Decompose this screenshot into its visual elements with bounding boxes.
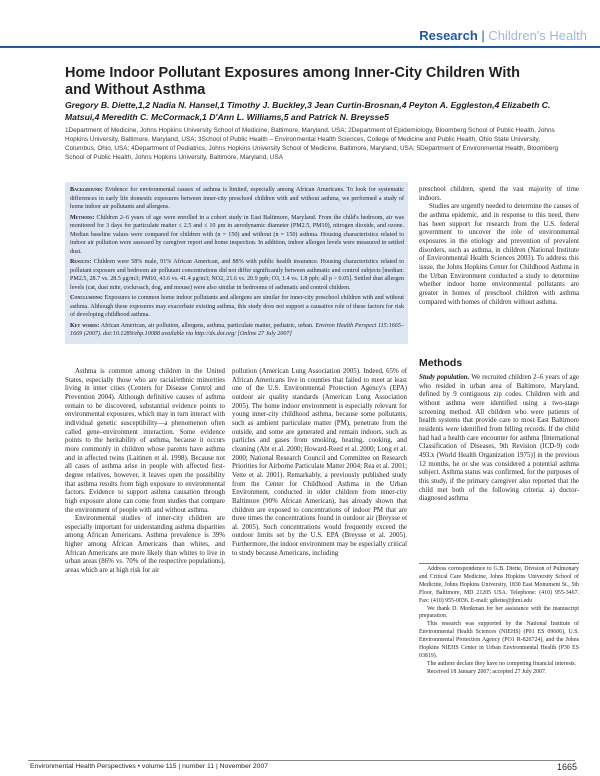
citation: Environ Health Perspect 115:1665–1669 (2007). doi:10.1289/ehp.10088 available via http://dx.doi.org/ [Online 27 July 2007] — [70, 322, 404, 337]
correspondence-block — [419, 566, 579, 677]
paragraph: pollution (American Lung Association 2005). Indeed, 65% of African Americans live in counties that failed to meet at least one of the U.S. Environmental Protection Agency's (EPA) outdoor air quality standards (American Lung Association 2005). The home indoor environment is especially relevant for young inner-city childhood asthma, because some pollutants, such as ambient particulate matter (PM), penetrate from the outside, and some are generated and remain indoors, such as particles and gases from smoking, heating, cooking, and cleaning (Abt et al. 2000; Howard-Reed et al. 2000; Long et al. 2000; National Research Council and Committee on Research Priorities for Airborne Particulate Matter 2004; Rea et al. 2001; Vette et al. 2001). Remarkably, a previously published study from the Center for Childhood Asthma in the Urban Environment, conducted in older children from inner-city Baltimore (90% African American), has already shown that children are exposed to concentrations of indoor PM that are three times the concentrations found in outdoor air (Breysse et al. 2005). Such concentrations would frequently exceed the outdoor limits set by the U.S. EPA (Breysse et al. 2005). Furthermore, the indoor environment may be especially critical to study because Americans, including — [232, 368, 407, 557]
abstract-results-text: Children were 58% male, 91% African American, and 88% with public health insurance. Housing characteristics related to pollutant exposure and bedroom air pollutant concentrations did not differ significantly between asthmatic and control subjects [median: PM2.5, 28.7 vs. 28.5 μg/m3; PM10, 43.6 vs. 41.4 μg/m3; NO2, 21.6 vs. 20.9 ppb; O3, 1.4 vs. 1.8 ppb; all p > 0.05]. Settled dust allergen levels (cat, dust mite, cockroach, dog, and mouse) were also similar in bedrooms of asthmatic and control children. — [70, 259, 404, 291]
keywords-label: Key words: — [70, 322, 100, 329]
paragraph: preschool children, spend the vast majority of time indoors. — [419, 186, 579, 202]
results-label: Results: — [70, 259, 92, 265]
abstract-conclusions-text: Exposures to common home indoor pollutants and allergens are similar for inner-city preschool children with and without asthma. Although these exposures may exacerbate existing asthma, this study does not support a causative role of these factors for risk of developing childhood asthma. — [70, 295, 404, 318]
conclusions-label: Conclusions: — [70, 295, 103, 301]
body-column-3-methods — [419, 374, 579, 504]
article-title: Home Indoor Pollutant Exposures among Inner-City Children With and Without Asthma — [65, 65, 521, 98]
paragraph: Asthma is common among children in the United States, especially those who are racial/ethnic minorities living in inner cities (Centers for Disease Control and Prevention 2004). Although definitive causes of asthma remain to be discovered, substantial evidence points to environmental exposures, which may in turn interact with individual genetic susceptibility—a phenomenon often called gene–environment interaction. Some evidence points to the heritability of asthma, because it occurs more commonly in children whose parents have asthma and in affected twins (Laitinen et al. 1998). Because not all cases of asthma arise in people with affected first-degree relatives, however, it leaves open the possibility that asthma results from high exposure to environmental factors. Evidence to support asthma causation through high exposure alone can come from studies that compare the environment of people with and without asthma. — [65, 368, 225, 514]
page-number: 1665 — [556, 762, 577, 772]
received-dates: Received 18 January 2007; accepted 27 July 2007. — [427, 668, 547, 675]
section-childrens-health: Children's Health — [488, 28, 587, 43]
study-population-label: Study population. — [419, 374, 470, 381]
paragraph: Studies are urgently needed to determine the causes of the asthma epidemic, and in response to this need, there has been support for research from the U.S. federal government to uncover the role of environmental exposures in the etiology and prevention of prevalent disorders, such as asthma, in children (National Institute of Environmental Health Sciences 2003). To address this issue, the Johns Hopkins Center for Childhood Asthma in the Urban Environment conducted a study to determine whether indoor home environmental pollutants are greater in homes of preschool children with asthma compared with homes of children without asthma. — [419, 203, 579, 306]
methods-label: Methods: — [70, 214, 95, 221]
competing-interests: The authors declare they have no competing financial interests. — [427, 660, 577, 667]
correspondence-rule — [419, 563, 579, 564]
section-research: Research — [419, 28, 478, 43]
abstract — [70, 186, 404, 341]
keywords-text: African American, air pollution, allergens, asthma, particulate matter, pediatric, urban. — [100, 322, 314, 329]
section-separator: | — [481, 28, 485, 43]
body-column-2 — [232, 368, 407, 558]
footer-rule — [28, 760, 575, 761]
acknowledgment: We thank D. Monkman for her assistance with the manuscript preparation. — [419, 605, 579, 620]
methods-heading: Methods — [419, 357, 463, 369]
funding: This research was supported by the National Institute of Environmental Health Sciences (NIEHS) (P01 ES 09606), U.S. Environmental Protection Agency (PO1 R-826724), and the Johns Hopkins NIEHS Center in Urban Environmental Health (P30 ES 03819). — [419, 621, 579, 659]
affiliations: 1Department of Medicine, Johns Hopkins University School of Medicine, Baltimore, Maryland, USA; 2Department of Epidemiology, Bloomberg School of Public Health, Johns Hopkins University, Baltimore, Maryland, USA; 3School of Public Health – Environmental Health Sciences, College of Medicine and Public Health, Ohio State University, Columbus, Ohio, USA; 4Department of Pediatrics, Johns Hopkins University School of Medicine, Baltimore, Maryland, USA; 5Department of Environmental Health, Bloomberg School of Public Health, Johns Hopkins University, Baltimore, Maryland, USA — [65, 127, 559, 161]
abstract-background-text: Evidence for environmental causes of asthma is limited, especially among African Americans. To look for systematic differences in early life domestic exposures between inner-city preschool children with and without asthma, we performed a study of home indoor air pollutants and allergens. — [70, 187, 404, 210]
section-label — [0, 28, 587, 46]
correspondence-address: Address correspondence to G.B. Diette, Division of Pulmonary and Critical Care Medicine, Johns Hopkins University School of Medicine, Johns Hopkins University, 1830 East Monument St., 5th Floor, Baltimore, MD 21205 USA. Telephone: (410) 955-3467. Fax: (410) 955-0036. E-mail: gdiette@jhmi.edu — [419, 566, 579, 604]
author-list: Gregory B. Diette,1,2 Nadia N. Hansel,1 Timothy J. Buckley,3 Jean Curtin-Brosnan,4 Peyton A. Eggleston,4 Elizabeth C. Matsui,4 Meredith C. McCormack,1 D'Ann L. Williams,5 and Patrick N. Breysse5 — [65, 100, 551, 122]
body-column-3-top — [419, 186, 579, 307]
study-population-text: We recruited children 2–6 years of age who resided in urban area of Baltimore, Maryland, defined by 9 contiguous zip codes. Children with and without asthma were identified using a two-stage screening method. All children who were patients of health systems that provide care to most East Baltimore residents were identified from billing records. If the child had had a health care encounter for asthma [International Classification of Diseases, 9th Revision (ICD-9) code 493.x (World Health Organization 1975)] in the previous 12 months, he or she was considered a potential asthma subject. Asthma status was confirmed, for the purposes of this study, if the primary caregiver also reported that the child met both of the following criteria: a) doctor-diagnosed asthma — [419, 374, 579, 503]
header-rule — [0, 46, 600, 48]
journal-footer: Environmental Health Perspectives • volume 115 | number 11 | November 2007 — [30, 763, 269, 770]
background-label: Background: — [70, 187, 103, 193]
body-column-1 — [65, 368, 225, 576]
paragraph: Environmental studies of inner-city children are especially important for understanding asthma disparities among African Americans. Asthma prevalence is 39% higher among African Americans than whites, and African Americans are more likely than whites to live in urban areas (86% vs. 70% of the respective populations), areas which are at high risk for air — [65, 515, 225, 575]
abstract-methods-text: Children 2–6 years of age were enrolled in a cohort study in East Baltimore, Maryland. From the child's bedroom, air was monitored for 3 days for particulate matter ≤ 2.5 and ≤ 10 μm in aerodynamic diameter (PM2.5, PM10), nitrogen dioxide, and ozone. Median baseline values were compared for children with (n = 150) and without (n = 150) asthma. Housing characteristics related to indoor air pollution were assessed by caregiver report and home inspection. In addition, indoor allergen levels were measured in settled dust. — [70, 214, 404, 255]
